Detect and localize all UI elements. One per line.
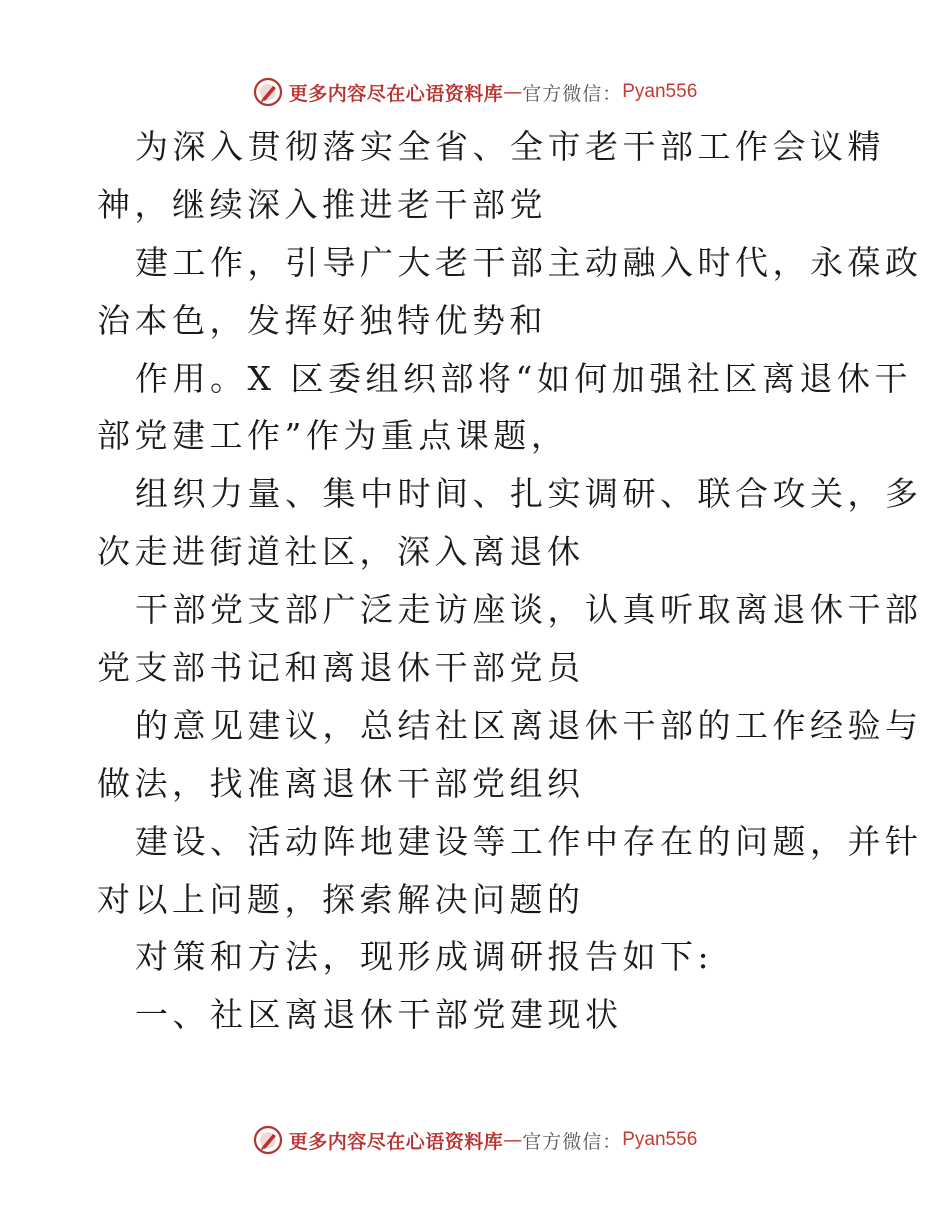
pen-logo-icon — [253, 1125, 283, 1155]
watermark-label: 官方微信： — [522, 1130, 623, 1153]
text-line: 建工作，引导广大老干部主动融入时代，永葆政 — [135, 242, 923, 282]
text-line: 部党建工作”作为重点课题， — [97, 416, 569, 456]
text-line: 的意见建议，总结社区离退休干部的工作经验与 — [135, 705, 923, 745]
text-line: 神，继续深入推进老干部党 — [97, 184, 547, 224]
text-line: 对策和方法，现形成调研报告如下: — [135, 937, 714, 977]
text-line: 党支部书记和离退休干部党员 — [97, 648, 585, 688]
text-line: 作用。X 区委组织部将“如何加强社区离退休干 — [135, 358, 912, 398]
text-line: 建设、活动阵地建设等工作中存在的问题，并针 — [135, 821, 923, 861]
watermark-dash: — — [503, 81, 523, 103]
watermark-dash: — — [503, 1129, 523, 1151]
watermark-wechat-id: Pyan556 — [622, 1129, 698, 1150]
watermark-label: 官方微信： — [522, 82, 623, 105]
watermark-text: 更多内容尽在心语资料库 — [288, 82, 504, 105]
text-line: 治本色，发挥好独特优势和 — [97, 300, 547, 340]
document-body — [97, 118, 923, 1044]
text-line: 干部党支部广泛走访座谈，认真听取离退休干部 — [135, 590, 923, 630]
text-line: 为深入贯彻落实全省、全市老干部工作会议精 — [135, 127, 885, 166]
pen-logo-icon — [253, 77, 283, 107]
watermark-wechat-id: Pyan556 — [622, 81, 698, 102]
watermark-text: 更多内容尽在心语资料库 — [288, 1130, 504, 1153]
text-line: 组织力量、集中时间、扎实调研、联合攻关，多 — [135, 474, 923, 514]
text-line: 次走进街道社区，深入离退休 — [97, 532, 585, 572]
header-watermark — [0, 72, 950, 112]
footer-watermark — [0, 1120, 950, 1160]
section-heading: 一、社区离退休干部党建现状 — [135, 995, 623, 1035]
text-line: 对以上问题，探索解决问题的 — [97, 879, 585, 919]
text-line: 做法，找准离退休干部党组织 — [97, 763, 585, 803]
